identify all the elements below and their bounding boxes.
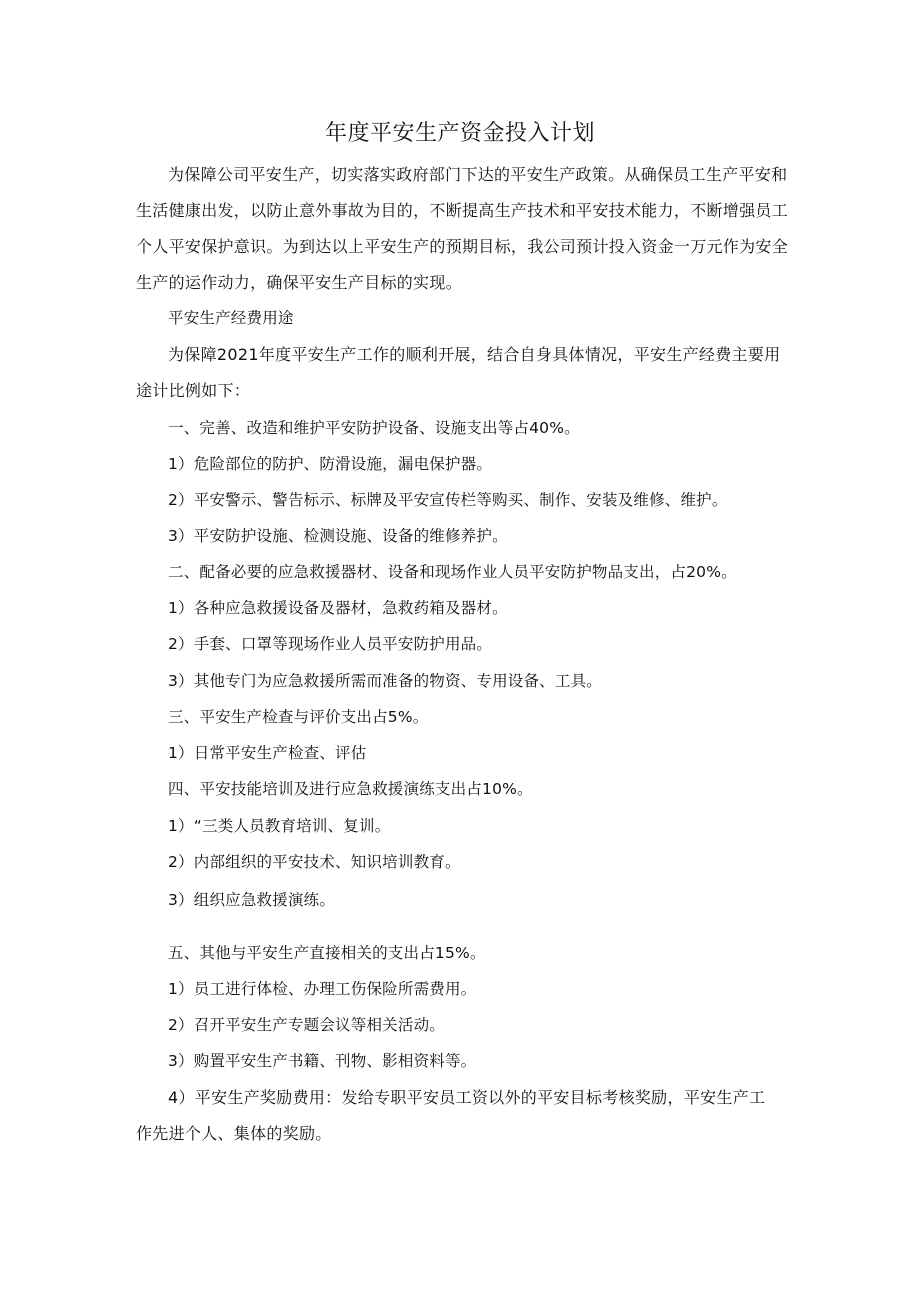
document-title: 年度平安生产资金投入计划 <box>324 121 595 146</box>
list-item: 3）组织应急救援演练。 <box>168 891 336 909</box>
reward-paragraph: 4）平安生产奖励费用：发给专职平安员工资以外的平安目标考核奖励，平安生产工作先进个人、集体的奖励。 <box>136 1088 766 1143</box>
subheading: 平安生产经费用途 <box>168 309 294 327</box>
section-heading-5: 五、其他与平安生产直接相关的支出占15%。 <box>168 944 486 962</box>
list-item: 1）各种应急救援设备及器材，急救药箱及器材。 <box>168 599 508 617</box>
list-item: 2）内部组织的平安技术、知识培训教育。 <box>168 853 461 871</box>
list-item: 3）平安防护设施、检测设施、设备的维修养护。 <box>168 527 508 545</box>
list-item: 3）其他专门为应急救援所需而准备的物资、专用设备、工具。 <box>168 672 602 690</box>
intro-paragraph: 为保障公司平安生产，切实落实政府部门下达的平安生产政策。从确保员工生产平安和生活健康出发，以防止意外事故为目的，不断提高生产技术和平安技术能力，不断增强员工个人平安保护意识。为到达以上平安生产的预期目标，我公司预计投入资金一万元作为安全生产的运作动力，确保平安生产目标的实现。 <box>136 165 789 292</box>
list-item: 1）危险部位的防护、防滑设施，漏电保护器。 <box>168 455 493 473</box>
list-item: 1）“三类人员教育培训、复训。 <box>168 817 391 835</box>
list-item: 1）员工进行体检、办理工伤保险所需费用。 <box>168 980 477 998</box>
section-heading-3: 三、平安生产检查与评价支出占5%。 <box>168 708 429 726</box>
list-item: 2）手套、口罩等现场作业人员平安防护用品。 <box>168 635 493 653</box>
list-item: 1）日常平安生产检查、评估 <box>168 744 367 762</box>
list-item: 2）平安警示、警告标示、标牌及平安宣传栏等购买、制作、安装及维修、维护。 <box>168 491 728 509</box>
list-item: 3）购置平安生产书籍、刊物、影相资料等。 <box>168 1052 477 1070</box>
section-heading-1: 一、完善、改造和维护平安防护设备、设施支出等占40%。 <box>168 419 580 437</box>
section-heading-2: 二、配备必要的应急救援器材、设备和现场作业人员平安防护物品支出，占20%。 <box>168 563 737 581</box>
section-heading-4: 四、平安技能培训及进行应急救援演练支出占10%。 <box>168 780 533 798</box>
purpose-paragraph: 为保障2021年度平安生产工作的顺利开展，结合自身具体情况，平安生产经费主要用途计比例如下： <box>136 345 781 400</box>
list-item: 2）召开平安生产专题会议等相关活动。 <box>168 1016 445 1034</box>
